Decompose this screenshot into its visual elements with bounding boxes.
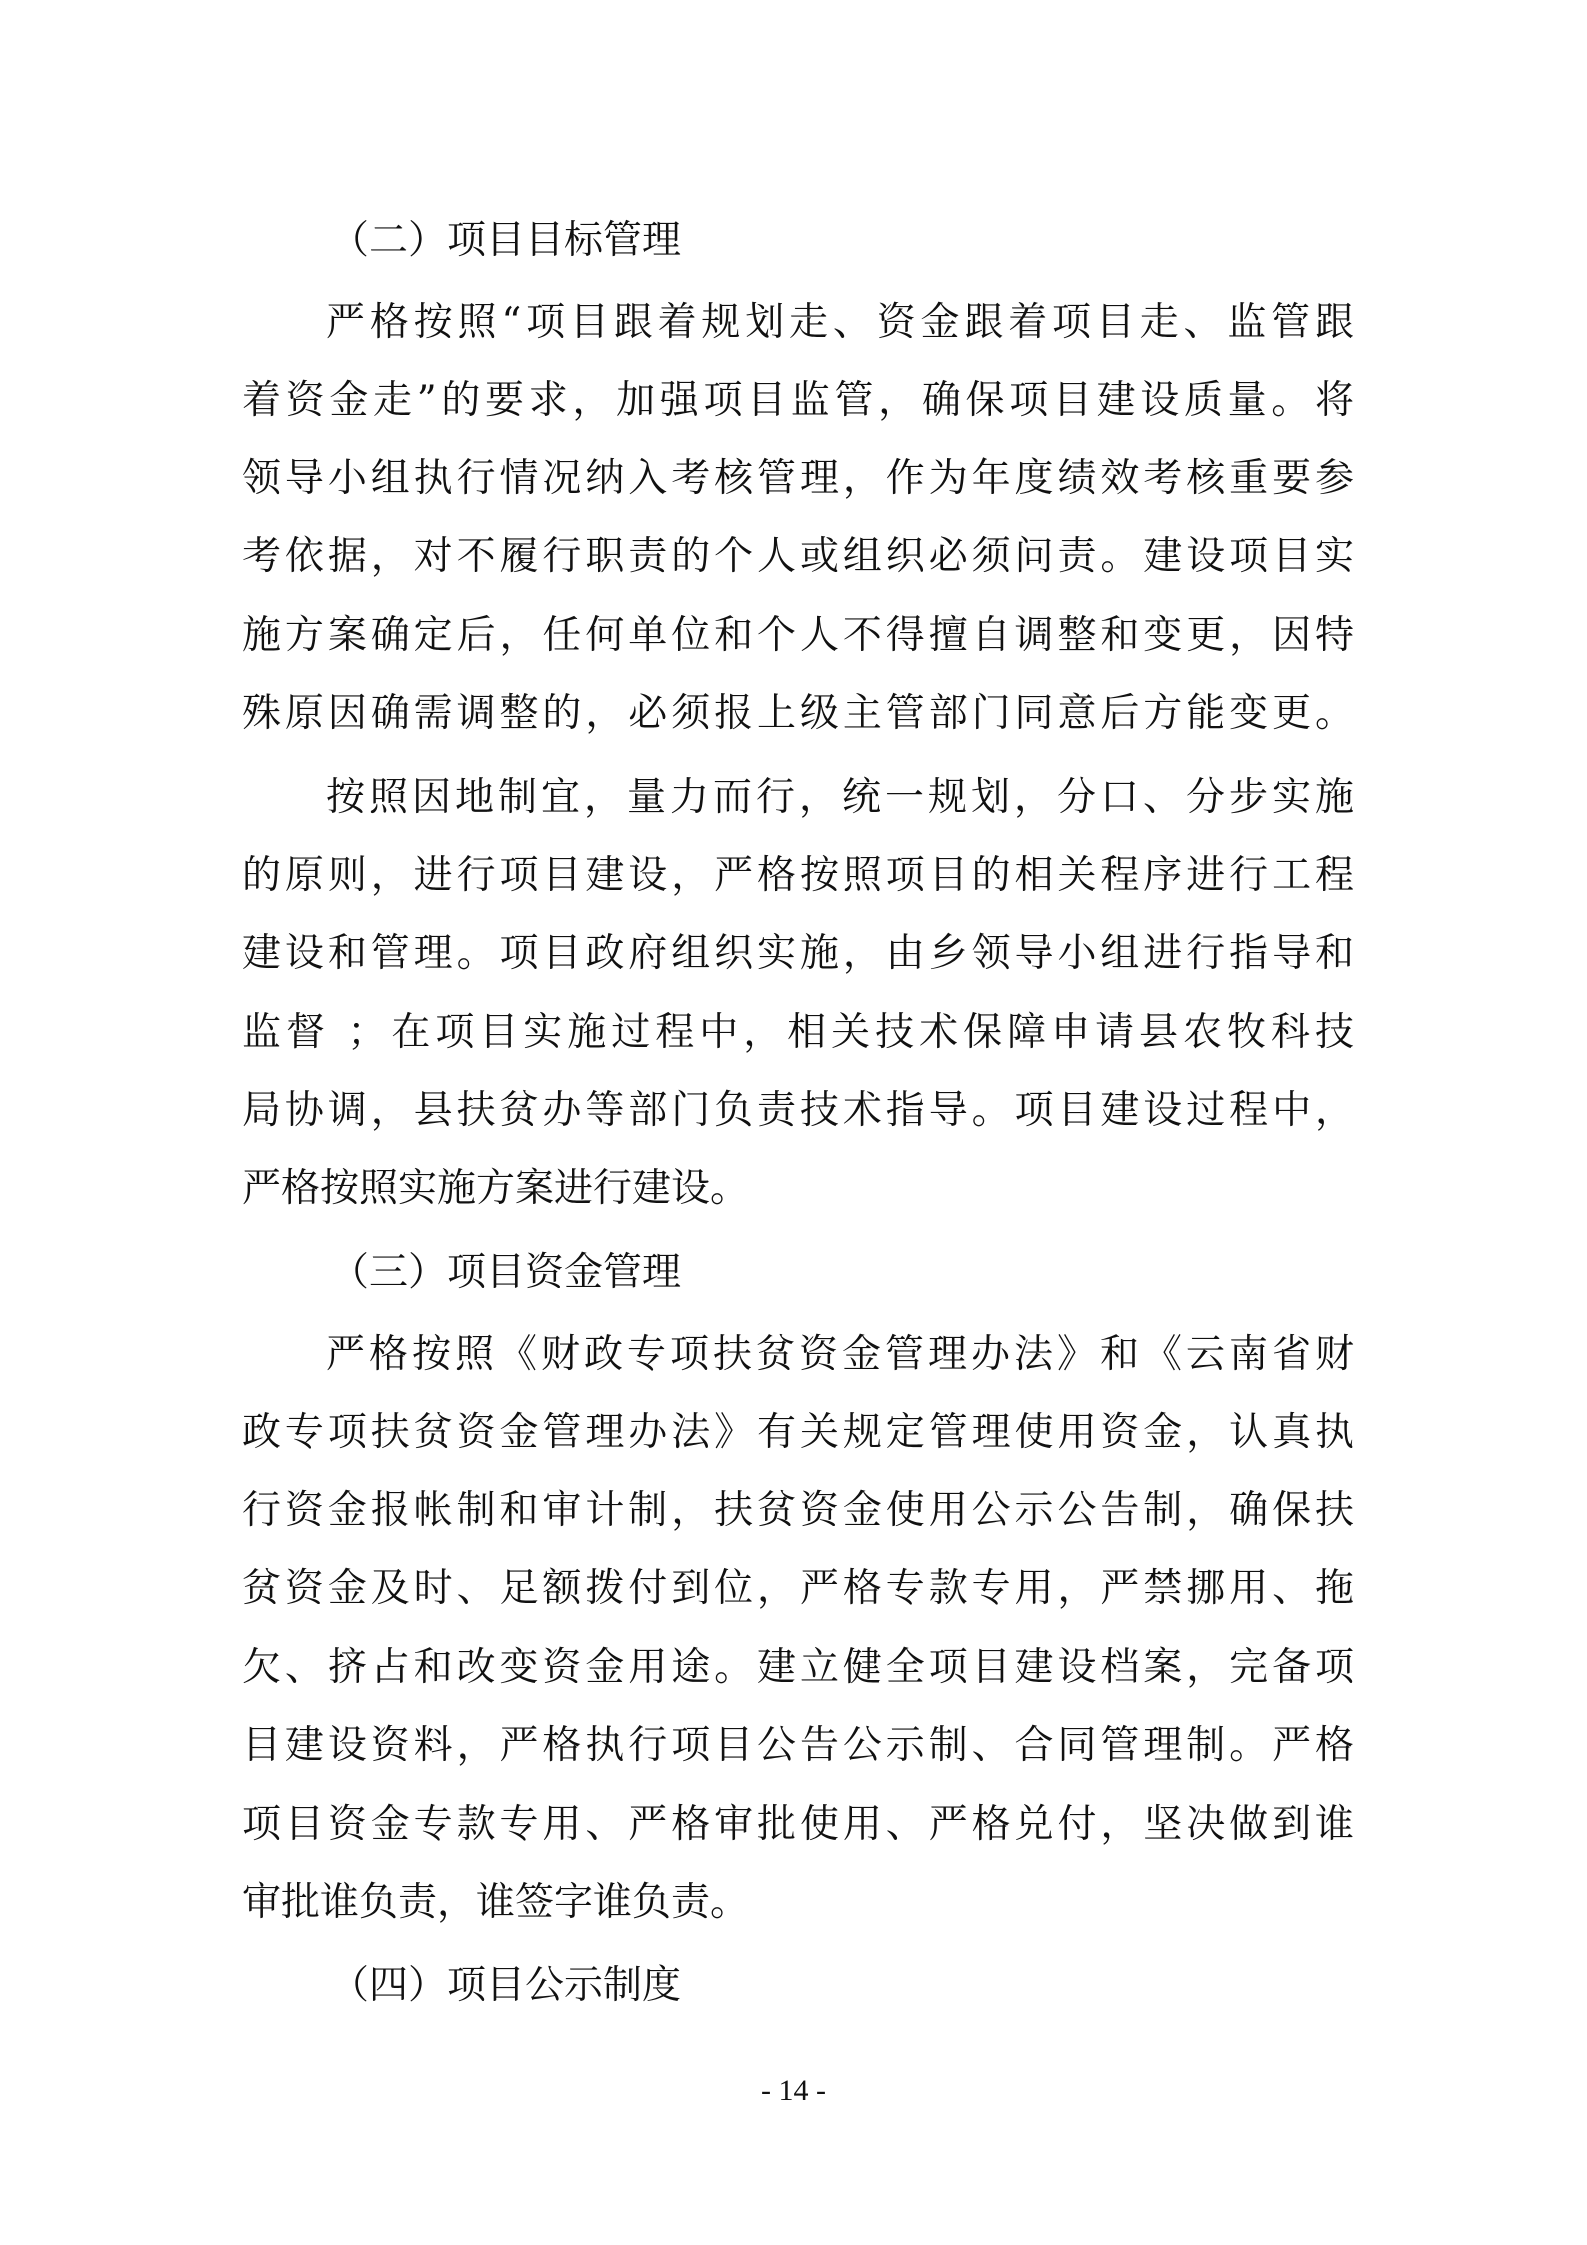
paragraph-line: 按照因地制宜，量力而行，统一规划，分口、分步实施 xyxy=(326,775,1354,820)
paragraph-line: 建设和管理。项目政府组织实施，由乡领导小组进行指导和 xyxy=(242,931,1354,976)
paragraph-line: 的原则，进行项目建设，严格按照项目的相关程序进行工程 xyxy=(242,853,1354,898)
page-number: - 14 - xyxy=(761,2074,826,2107)
paragraph-line: 严格按照实施方案进行建设。 xyxy=(242,1166,750,1211)
paragraph-line: 项目资金专款专用、严格审批使用、严格兑付，坚决做到谁 xyxy=(242,1802,1354,1847)
paragraph-line: 殊原因确需调整的，必须报上级主管部门同意后方能变更。 xyxy=(242,691,1354,736)
paragraph-line: 施方案确定后，任何单位和个人不得擅自调整和变更，因特 xyxy=(242,613,1354,658)
paragraph-line: 目建设资料，严格执行项目公告公示制、合同管理制。严格 xyxy=(242,1723,1354,1768)
paragraph-line: 考依据，对不履行职责的个人或组织必须问责。建设项目实 xyxy=(242,534,1354,579)
paragraph-line: 贫资金及时、足额拨付到位，严格专款专用，严禁挪用、拖 xyxy=(242,1566,1354,1611)
paragraph-line: 着资金走”的要求，加强项目监管，确保项目建设质量。将 xyxy=(242,378,1354,423)
paragraph-line: 局协调，县扶贫办等部门负责技术指导。项目建设过程中， xyxy=(242,1088,1354,1133)
paragraph-line: 审批谁负责，谁签字谁负责。 xyxy=(242,1880,750,1925)
section-heading-3: （三）项目资金管理 xyxy=(330,1250,682,1295)
paragraph-line: 政专项扶贫资金管理办法》有关规定管理使用资金，认真执 xyxy=(242,1410,1354,1455)
section-heading-4: （四）项目公示制度 xyxy=(330,1963,682,2008)
paragraph-line: 监督 ；在项目实施过程中，相关技术保障申请县农牧科技 xyxy=(242,1010,1354,1055)
section-heading-2: （二）项目目标管理 xyxy=(330,218,682,263)
paragraph-line: 领导小组执行情况纳入考核管理，作为年度绩效考核重要参 xyxy=(242,456,1354,501)
paragraph-line: 行资金报帐制和审计制，扶贫资金使用公示公告制，确保扶 xyxy=(242,1488,1354,1533)
paragraph-line: 欠、挤占和改变资金用途。建立健全项目建设档案，完备项 xyxy=(242,1645,1354,1690)
paragraph-line: 严格按照《财政专项扶贫资金管理办法》和《云南省财 xyxy=(326,1332,1354,1377)
paragraph-line: 严格按照“项目跟着规划走、资金跟着项目走、监管跟 xyxy=(326,300,1354,345)
